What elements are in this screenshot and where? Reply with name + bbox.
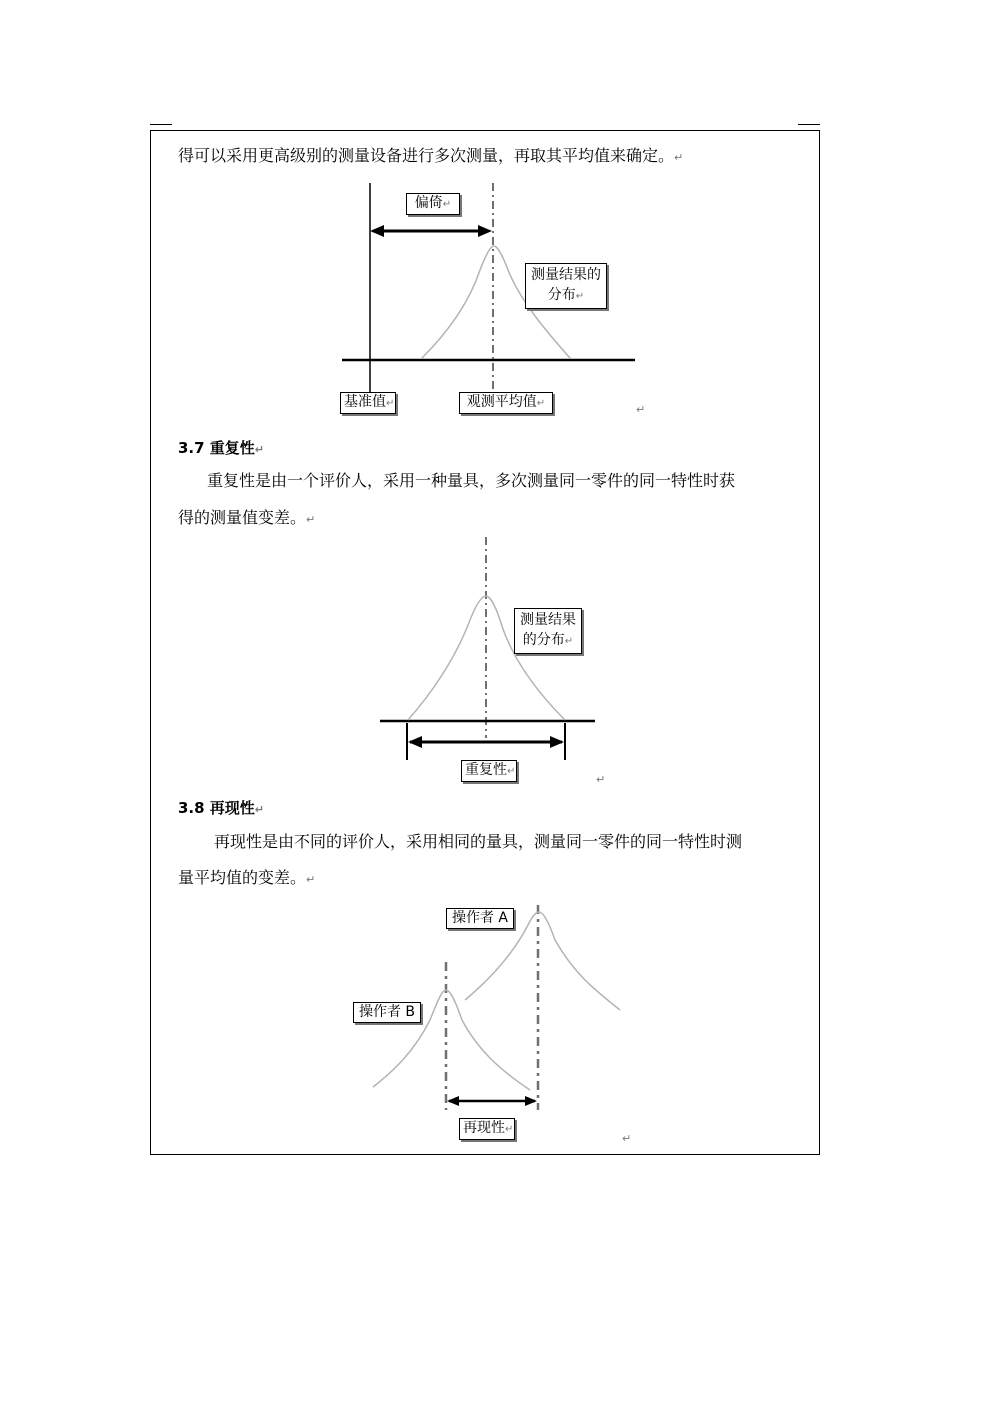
section-37-text-line1: 重复性是由一个评价人，采用一种量具，多次测量同一零件的同一特性时获 xyxy=(207,471,736,490)
section-38-text-line1: 再现性是由不同的评价人，采用相同的量具，测量同一零件的同一特性时测 xyxy=(214,832,743,851)
distribution-label-line2: 的分布 xyxy=(522,632,565,648)
section-38-paragraph-line2 xyxy=(178,868,315,890)
operator-b-label xyxy=(353,1002,421,1023)
intro-text: 得可以采用更高级别的测量设备进行多次测量，再取其平均值来确定。 xyxy=(178,146,675,165)
operator-b-text: 操作者 B xyxy=(358,1004,416,1020)
section-37-paragraph-line1 xyxy=(207,471,735,491)
section-37-heading xyxy=(178,437,264,458)
distribution-label-line1: 测量结果的 xyxy=(531,267,601,283)
label-mark: ↵ xyxy=(386,398,395,409)
label-mark: ↵ xyxy=(536,398,546,409)
paragraph-mark: ↵ xyxy=(596,773,606,786)
section-38-heading-text: 3.8 再现性 xyxy=(178,799,255,817)
observed-mean-text: 观测平均值 xyxy=(466,394,537,410)
distribution-label xyxy=(514,608,582,654)
reproducibility-label xyxy=(459,1118,515,1140)
operator-a-text: 操作者 A xyxy=(451,910,509,926)
paragraph-mark: ↵ xyxy=(254,443,265,456)
reference-value-text: 基准值 xyxy=(344,394,386,410)
paragraph-mark: ↵ xyxy=(306,513,316,526)
paragraph-mark: ↵ xyxy=(674,151,684,164)
section-38-heading xyxy=(178,797,264,818)
paragraph-mark: ↵ xyxy=(306,873,316,886)
bias-label xyxy=(406,193,460,215)
frame-corner-left xyxy=(150,124,172,131)
paragraph-mark: ↵ xyxy=(622,1132,632,1145)
content-frame xyxy=(150,130,820,1155)
reproducibility-label-text: 再现性 xyxy=(463,1120,505,1136)
distribution-label-line2: 分布 xyxy=(547,287,576,303)
distribution-label-line1: 测量结果 xyxy=(520,612,576,628)
label-mark: ↵ xyxy=(442,199,452,210)
repeatability-label-text: 重复性 xyxy=(465,762,507,778)
distribution-label xyxy=(525,263,607,309)
section-38-text-line2: 量平均值的变差。 xyxy=(178,868,307,887)
section-37-heading-text: 3.7 重复性 xyxy=(178,439,255,457)
section-37-paragraph-line2 xyxy=(178,508,315,530)
intro-paragraph xyxy=(178,146,683,168)
label-mark: ↵ xyxy=(575,291,585,302)
reference-value-label xyxy=(340,392,396,414)
section-38-paragraph-line1 xyxy=(214,832,742,852)
label-mark: ↵ xyxy=(505,1124,514,1135)
paragraph-mark: ↵ xyxy=(254,803,265,816)
label-mark: ↵ xyxy=(564,636,574,647)
operator-a-label xyxy=(446,908,514,929)
bias-label-text: 偏倚 xyxy=(414,195,443,211)
label-mark: ↵ xyxy=(507,766,516,777)
repeatability-label xyxy=(461,760,517,782)
paragraph-mark: ↵ xyxy=(636,403,646,416)
frame-corner-right xyxy=(798,124,820,131)
section-37-text-line2: 得的测量值变差。 xyxy=(178,508,307,527)
observed-mean-label xyxy=(459,392,553,414)
